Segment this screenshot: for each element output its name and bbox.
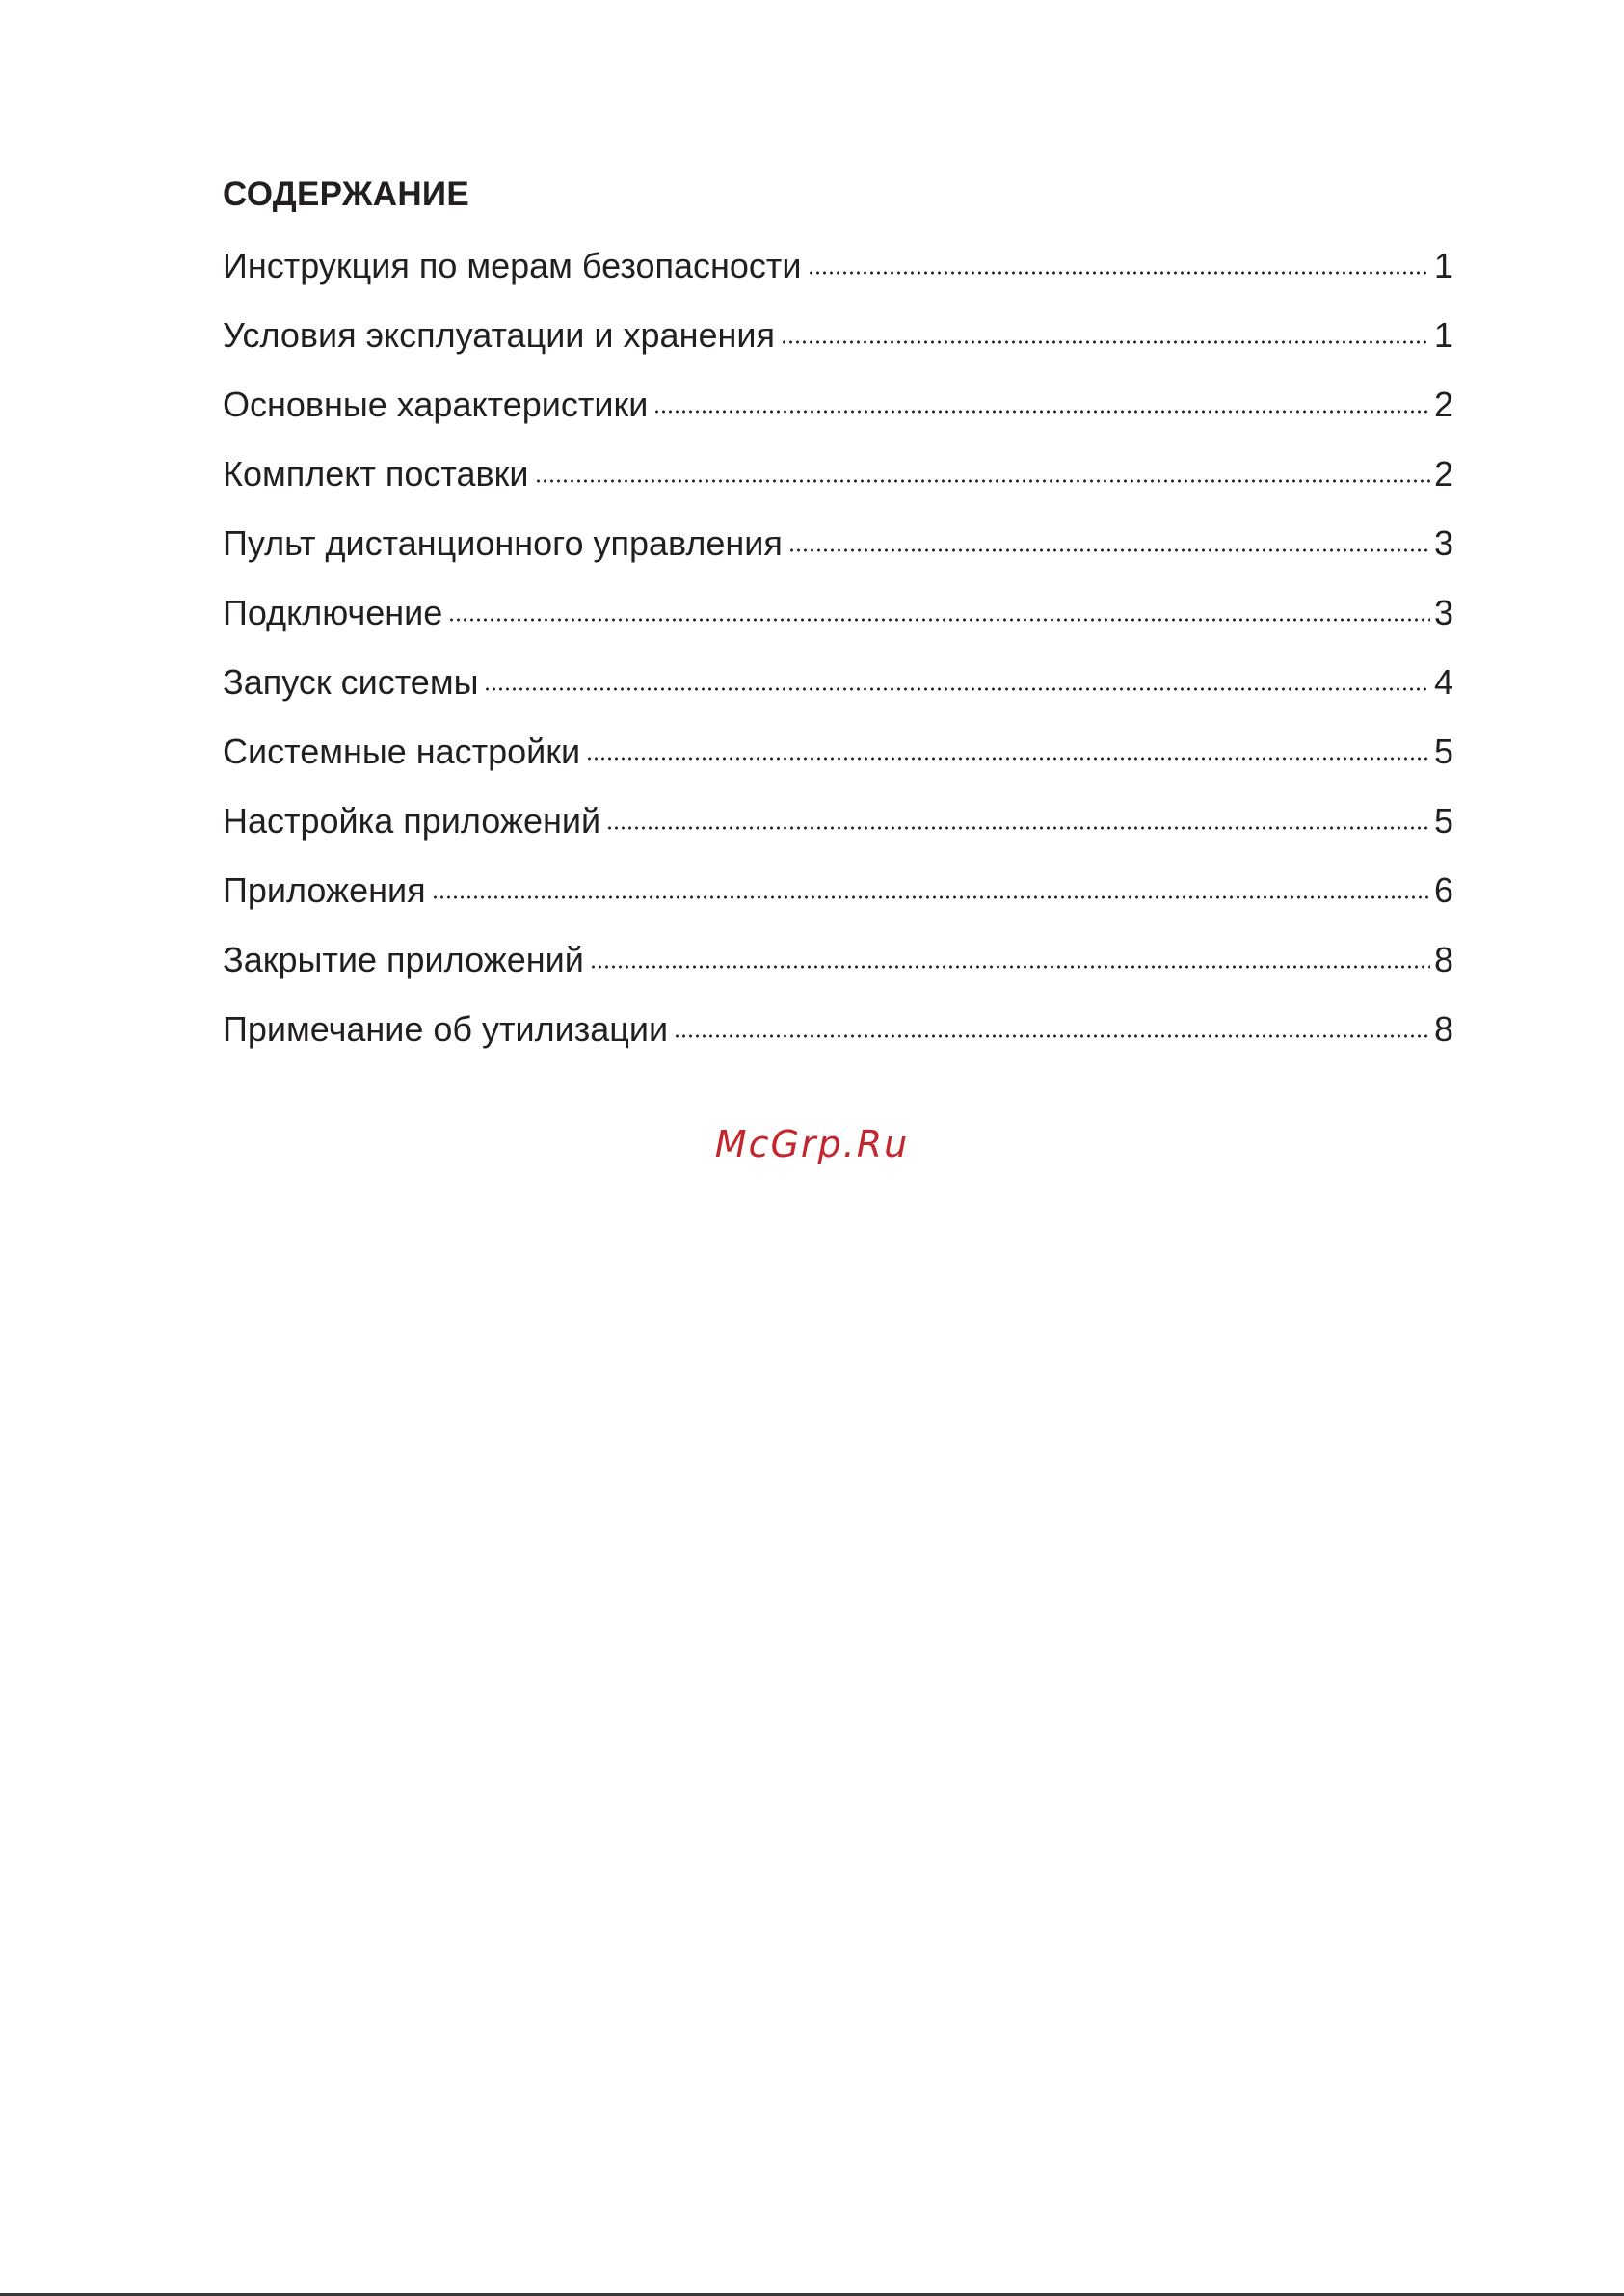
toc-entry-page: 5 — [1433, 732, 1453, 771]
dot-leader — [590, 965, 1430, 969]
toc-entry-label: Настройка приложений — [223, 801, 601, 841]
toc-entry-label: Условия эксплуатации и хранения — [223, 315, 775, 355]
toc-entry[interactable] — [223, 659, 1453, 729]
dot-leader — [484, 687, 1430, 691]
toc-entry[interactable] — [223, 798, 1453, 868]
toc-entry-label: Комплект поставки — [223, 454, 529, 494]
toc-list — [223, 243, 1453, 1076]
dot-leader — [674, 1034, 1430, 1038]
toc-entry-label: Системные настройки — [223, 732, 581, 771]
toc-entry-label: Пульт дистанционного управления — [223, 523, 783, 563]
toc-entry-page: 2 — [1433, 385, 1453, 424]
toc-entry-label: Приложения — [223, 870, 426, 910]
toc-entry-page: 4 — [1433, 662, 1453, 702]
toc-entry-label: Примечание об утилизации — [223, 1009, 669, 1049]
toc-entry-page: 3 — [1433, 593, 1453, 632]
toc-entry-label: Основные характеристики — [223, 385, 649, 424]
toc-entry-page: 8 — [1433, 940, 1453, 979]
toc-entry[interactable] — [223, 937, 1453, 1006]
dot-leader — [535, 479, 1430, 483]
toc-entry-page: 8 — [1433, 1009, 1453, 1049]
toc-entry[interactable] — [223, 590, 1453, 659]
toc-entry-page: 3 — [1433, 523, 1453, 563]
toc-entry-page: 1 — [1433, 315, 1453, 355]
toc-entry[interactable] — [223, 729, 1453, 798]
dot-leader — [432, 895, 1430, 899]
toc-entry[interactable] — [223, 451, 1453, 521]
dot-leader — [653, 410, 1430, 414]
toc-entry[interactable] — [223, 521, 1453, 590]
toc-entry[interactable] — [223, 382, 1453, 451]
dot-leader — [788, 548, 1430, 552]
dot-leader — [448, 618, 1430, 622]
toc-title: СОДЕРЖАНИЕ — [223, 175, 470, 213]
toc-entry-page: 6 — [1433, 870, 1453, 910]
dot-leader — [781, 340, 1430, 344]
watermark-link[interactable]: McGrp.Ru — [714, 1123, 910, 1165]
toc-entry[interactable] — [223, 868, 1453, 937]
toc-entry[interactable] — [223, 312, 1453, 382]
toc-entry-label: Подключение — [223, 593, 443, 632]
toc-entry-page: 1 — [1433, 246, 1453, 285]
toc-entry-page: 2 — [1433, 454, 1453, 494]
toc-entry-label: Закрытие приложений — [223, 940, 584, 979]
dot-leader — [586, 757, 1430, 761]
toc-entry-page: 5 — [1433, 801, 1453, 841]
toc-entry-label: Инструкция по мерам безопасности — [223, 246, 802, 285]
toc-entry-label: Запуск системы — [223, 662, 479, 702]
dot-leader — [606, 826, 1430, 830]
toc-entry[interactable] — [223, 243, 1453, 312]
dot-leader — [808, 271, 1430, 275]
toc-entry[interactable] — [223, 1006, 1453, 1076]
